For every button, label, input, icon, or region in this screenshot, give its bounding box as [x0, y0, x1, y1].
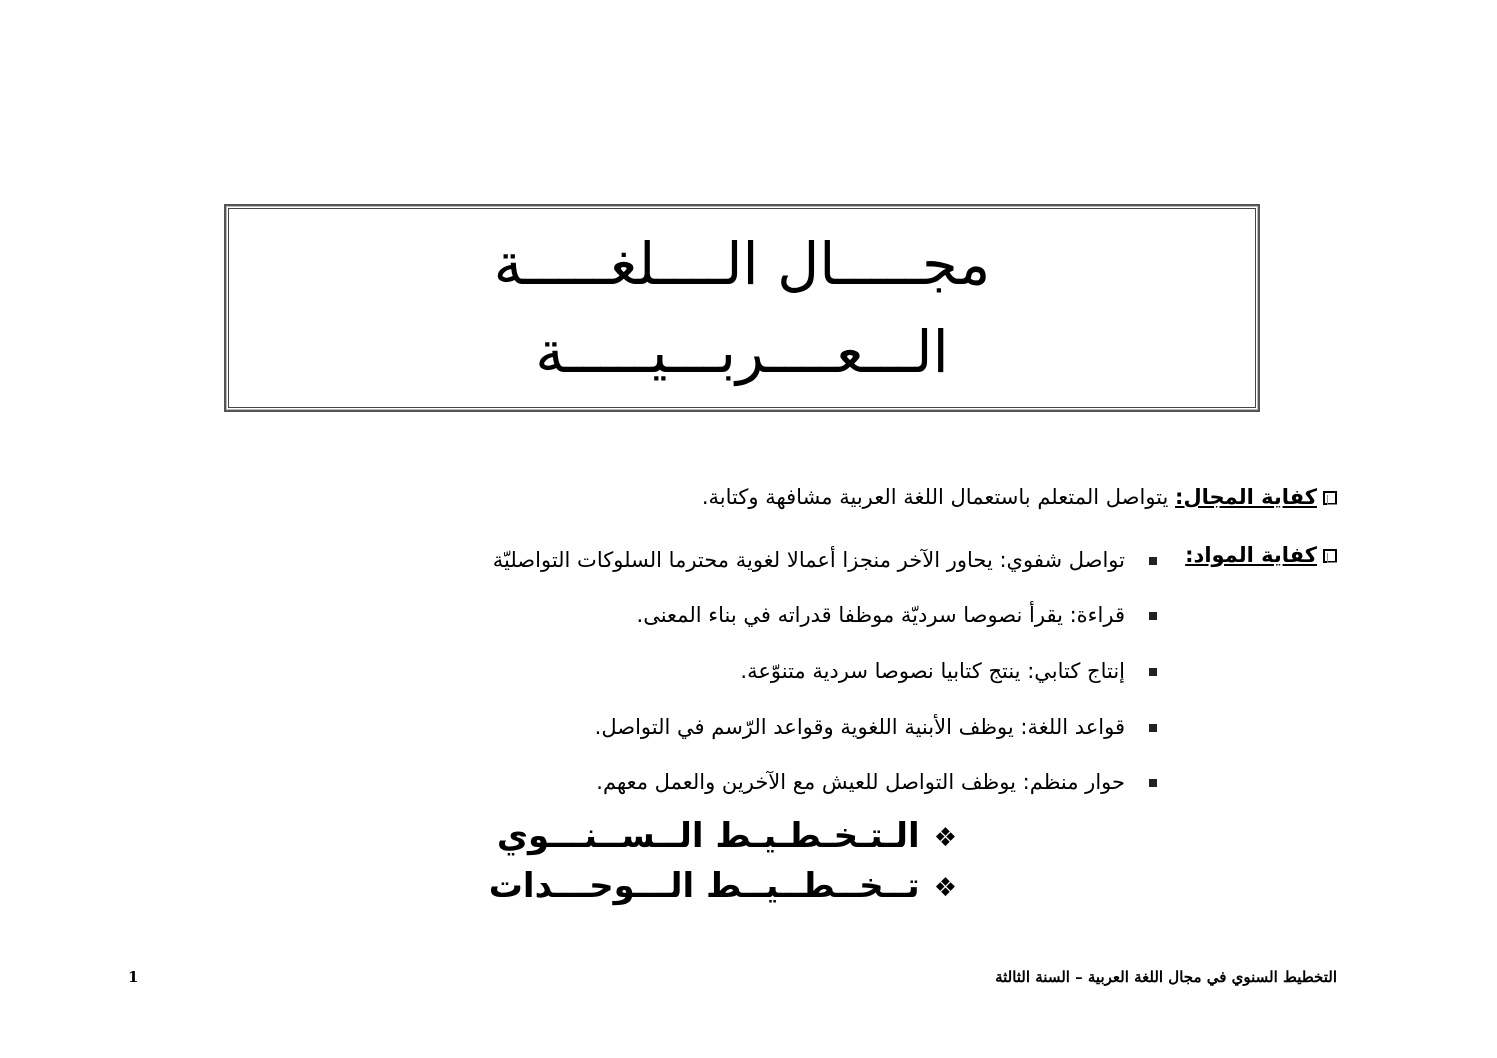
list-item [493, 545, 1157, 575]
checkbox-icon [1323, 491, 1337, 505]
footer-text: التخطيط السنوي في مجال اللغة العربية – السنة الثالثة [995, 968, 1337, 986]
title-line-1: مجـــــال الــــلغـــــة [493, 230, 991, 298]
domain-competency-label: كفاية المجال: [1175, 485, 1317, 509]
checkbox-icon [1323, 549, 1337, 563]
list-item-text: قراءة: يقرأ نصوصا سرديّة موظفا قدراته في بناء المعنى. [636, 603, 1125, 627]
domain-competency-row [702, 482, 1337, 512]
units-planning-text: تــخــطــيــط الـــوحـــدات [488, 866, 920, 906]
diamond-bullet-icon: ❖ [933, 822, 957, 853]
square-bullet-icon [1149, 779, 1157, 787]
page-number: 1 [128, 968, 139, 986]
square-bullet-icon [1149, 668, 1157, 676]
list-item [637, 600, 1157, 630]
list-item [596, 767, 1157, 797]
annual-planning-heading [497, 812, 957, 862]
square-bullet-icon [1149, 557, 1157, 565]
list-item-text: قواعد اللغة: يوظف الأبنية اللغوية وقواعد الرّسم في التواصل. [594, 715, 1125, 739]
domain-competency-text: يتواصل المتعلم باستعمال اللغة العربية مشافهة وكتابة. [701, 485, 1176, 509]
square-bullet-icon [1149, 612, 1157, 620]
materials-competency-row [1185, 540, 1337, 570]
square-bullet-icon [1149, 724, 1157, 732]
units-planning-heading [489, 862, 957, 912]
list-item-text: إنتاج كتابي: ينتج كتابيا نصوصا سردية متنوّعة. [740, 659, 1125, 683]
list-item-text: تواصل شفوي: يحاور الآخر منجزا أعمالا لغوية محترما السلوكات التواصليّة [492, 548, 1125, 572]
list-item-text: حوار منظم: يوظف التواصل للعيش مع الآخرين والعمل معهم. [596, 770, 1125, 794]
materials-competency-label: كفاية المواد: [1185, 543, 1317, 567]
diamond-bullet-icon: ❖ [933, 872, 957, 903]
title-box [224, 204, 1260, 412]
title-line-2: الـــعــــربـــيـــــة [535, 318, 949, 386]
annual-planning-text: الـتـخـطـيـط الــســنـــوي [496, 816, 920, 856]
list-item [740, 656, 1157, 686]
list-item [595, 712, 1157, 742]
